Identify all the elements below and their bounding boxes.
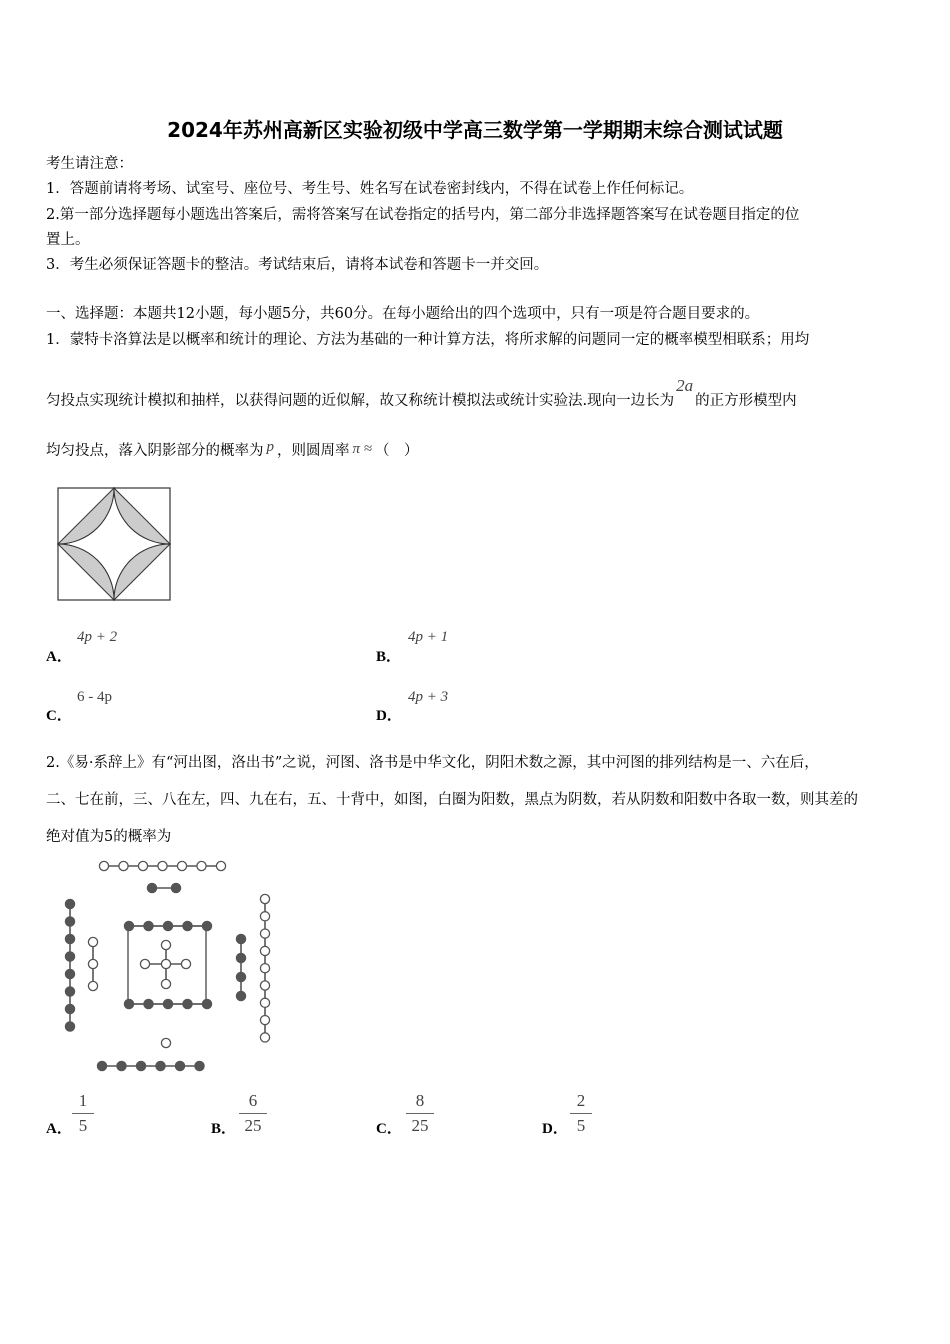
yang-circle: [177, 861, 186, 870]
hetu-diagram: [55, 852, 285, 1082]
yang-circle: [260, 912, 269, 921]
yang-circle: [161, 940, 170, 949]
yang-circle: [260, 981, 269, 990]
yin-dot: [65, 969, 74, 978]
q1-option-d[interactable]: [376, 704, 402, 725]
q2-option-d-fraction: [570, 1091, 592, 1136]
yang-circle: [260, 998, 269, 1007]
notice-item-1: 1．答题前请将考场、试室号、座位号、考生号、姓名写在试卷密封线内，不得在试卷上作任何标记。: [46, 181, 694, 197]
shaded-region-bottom-right: [114, 544, 170, 600]
section-heading: 一、选择题：本题共12小题，每小题5分，共60分。在每小题给出的四个选项中，只有一项是符合题目要求的。: [46, 306, 760, 322]
notice-item-2: 2.第一部分选择题每小题选出答案后，需将答案写在试卷指定的括号内，第二部分非选择题答案写在试卷题目指定的位: [46, 207, 800, 223]
q1-line-3-text: 均匀投点，落入阴影部分的概率为: [46, 443, 264, 459]
numerator: 1: [78, 1091, 88, 1110]
q2-option-b-fraction: [239, 1091, 267, 1136]
option-label: C．: [376, 1121, 402, 1137]
yin-dot: [236, 953, 245, 962]
q2-option-a-fraction: [72, 1091, 94, 1136]
option-label: A．: [46, 1121, 72, 1137]
yang-circle: [260, 929, 269, 938]
yang-circle: [161, 979, 170, 988]
shaded-region-top-left: [58, 488, 114, 544]
yang-circle: [161, 1038, 170, 1047]
yang-circle: [99, 861, 108, 870]
yin-dot: [65, 899, 74, 908]
yin-dot: [236, 991, 245, 1000]
yang-circle: [88, 981, 97, 990]
numerator: 8: [415, 1091, 425, 1110]
q1-line-1: 1．蒙特卡洛算法是以概率和统计的理论、方法为基础的一种计算方法，将所求解的问题同一定的概率模型相联系；用均: [46, 332, 810, 348]
q1-option-c[interactable]: [46, 704, 72, 725]
q1-option-b-expr: 4p + 1: [408, 629, 449, 645]
yin-dot: [202, 999, 211, 1008]
denominator: 25: [411, 1116, 429, 1135]
denominator: 5: [78, 1116, 88, 1135]
yang-circle: [119, 861, 128, 870]
q1-line-3: [46, 439, 419, 460]
shaded-region-top-right: [114, 488, 170, 544]
yin-dot: [117, 1061, 126, 1070]
q1-p-math: p: [266, 439, 274, 455]
yang-circle: [181, 959, 190, 968]
fraction-bar: [239, 1113, 267, 1114]
q1-line-2-text-b: 的正方形模型内: [695, 393, 797, 409]
yin-dot: [163, 999, 172, 1008]
yin-dot: [65, 934, 74, 943]
q1-option-a[interactable]: [46, 645, 72, 666]
yin-dot: [97, 1061, 106, 1070]
option-label: D．: [542, 1121, 568, 1137]
yang-circle: [260, 964, 269, 973]
shaded-region: [58, 488, 170, 600]
yin-dot: [195, 1061, 204, 1070]
yin-dot: [124, 999, 133, 1008]
yang-circle: [260, 894, 269, 903]
yang-circle: [88, 959, 97, 968]
yin-dot: [65, 917, 74, 926]
q2-line-3: 绝对值为5的概率为: [46, 829, 172, 845]
denominator: 5: [576, 1116, 586, 1135]
yin-dot: [124, 921, 133, 930]
option-label: C．: [46, 708, 72, 724]
yin-dot: [65, 1004, 74, 1013]
option-label: B．: [376, 649, 402, 665]
q1-line-2-text: 匀投点实现统计模拟和抽样，以获得问题的近似解，故又称统计模拟法或统计实验法.现向一边长为: [46, 393, 675, 409]
yin-dot: [65, 987, 74, 996]
yin-dot: [144, 921, 153, 930]
notice-item-3: 3．考生必须保证答题卡的整洁。考试结束后，请将本试卷和答题卡一并交回。: [46, 257, 549, 273]
yin-dot: [136, 1061, 145, 1070]
q1-option-a-expr: 4p + 2: [77, 629, 118, 645]
notice-heading: 考生请注意：: [46, 156, 133, 172]
q1-answer-bracket: （ ）: [375, 443, 419, 459]
yang-circle: [161, 959, 170, 968]
q2-option-b[interactable]: [211, 1117, 236, 1138]
q2-option-d[interactable]: [542, 1117, 568, 1138]
yin-dot: [163, 921, 172, 930]
yin-dot: [236, 934, 245, 943]
q1-line-3-text-b: ，则圆周率: [277, 443, 350, 459]
yin-dot: [183, 921, 192, 930]
q2-option-c[interactable]: [376, 1117, 402, 1138]
option-label: B．: [211, 1121, 237, 1137]
q2-option-c-fraction: [406, 1091, 434, 1136]
q1-line-2: [46, 376, 797, 410]
yin-dot: [183, 999, 192, 1008]
notice-item-2-cont: 置上。: [46, 232, 90, 248]
denominator: 25: [244, 1116, 262, 1135]
yang-circle: [88, 937, 97, 946]
yang-circle: [197, 861, 206, 870]
page-title: 2024年苏州高新区实验初级中学高三数学第一学期期末综合测试试题: [167, 118, 783, 142]
square-outline: [58, 488, 170, 600]
yang-circle: [140, 959, 149, 968]
yin-dot: [175, 1061, 184, 1070]
yang-circle: [216, 861, 225, 870]
q2-line-2: 二、七在前，三、八在左，四、九在右，五、十背中，如图，白圈为阳数，黑点为阴数，若从阴数和阳数中各取一数，则其差的: [46, 792, 858, 808]
q1-square-figure: [57, 487, 171, 602]
fraction-bar: [570, 1113, 592, 1114]
yin-dot: [144, 999, 153, 1008]
q2-option-a[interactable]: [46, 1117, 72, 1138]
q1-option-d-expr: 4p + 3: [408, 689, 449, 705]
yin-dot: [147, 883, 156, 892]
numerator: 6: [248, 1091, 258, 1110]
option-label: D．: [376, 708, 402, 724]
yang-circle: [158, 861, 167, 870]
yin-dot: [202, 921, 211, 930]
yin-dot: [65, 1022, 74, 1031]
yin-dot: [236, 972, 245, 981]
fraction-bar: [72, 1113, 94, 1114]
q1-side-length-math: 2a: [676, 376, 694, 395]
yin-dot: [156, 1061, 165, 1070]
q1-option-c-expr: 6 - 4p: [77, 689, 112, 705]
yin-dot: [65, 952, 74, 961]
yang-circle: [260, 1016, 269, 1025]
fraction-bar: [406, 1113, 434, 1114]
numerator: 2: [576, 1091, 586, 1110]
option-label: A．: [46, 649, 72, 665]
yang-circle: [260, 946, 269, 955]
shaded-region-bottom-left: [58, 544, 114, 600]
q1-pi-math: π ≈: [352, 441, 372, 457]
yang-circle: [260, 1033, 269, 1042]
q2-line-1: 2.《易·系辞上》有“河出图，洛出书”之说，河图、洛书是中华文化，阴阳术数之源，其中河图的排列结构是一、六在后，: [46, 755, 819, 771]
yin-dot: [171, 883, 180, 892]
q1-option-b[interactable]: [376, 645, 401, 666]
yang-circle: [138, 861, 147, 870]
